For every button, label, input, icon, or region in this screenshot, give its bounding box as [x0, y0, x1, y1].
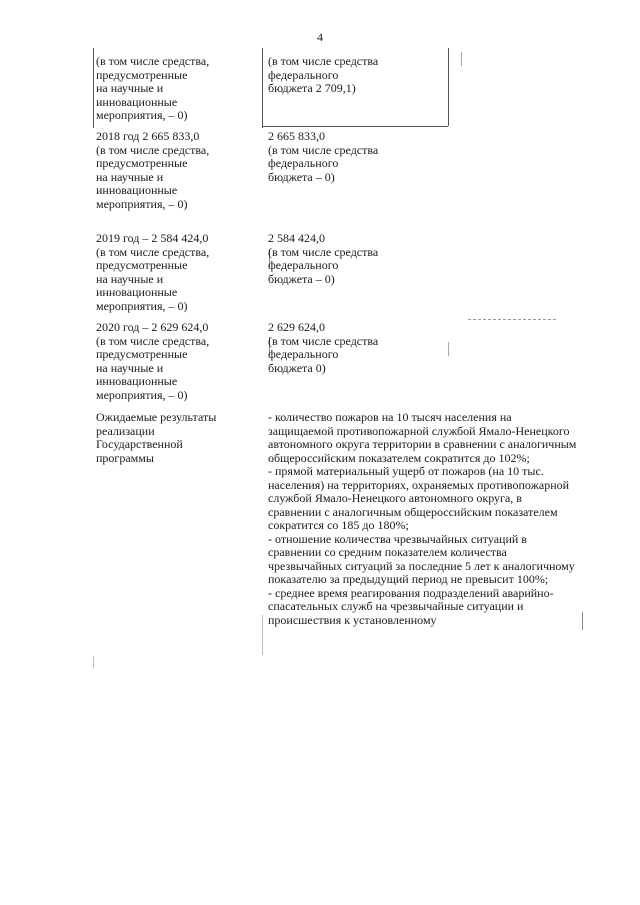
page-number: 4: [317, 30, 323, 44]
row-divider: [262, 126, 448, 127]
funding-note-left: (в том числе средства, предусмотренные на научные и инновационные мероприятия, – 0): [96, 54, 210, 122]
result-item: - прямой материальный ущерб от пожаров (на 10 тыс. населения) на территориях, охраняемых противопожарной службой Ямало-Ненецкого автономного округа, в сравнении с аналогичным общероссийским показателем сократится со 185 до 180%;: [268, 464, 570, 532]
funding-2019-right: 2 584 424,0 (в том числе средства федерального бюджета – 0): [268, 231, 379, 286]
expected-results-list: [268, 411, 578, 627]
scan-artifact-tick: [262, 615, 263, 655]
funding-2020-left: 2020 год – 2 629 624,0 (в том числе средства, предусмотренные на научные и инновационные мероприятия, – 0): [96, 320, 210, 402]
scan-artifact-line: [468, 319, 556, 320]
table-column-divider: [262, 48, 263, 128]
expected-results-label: Ожидаемые результаты реализации Государственной программы: [96, 410, 217, 465]
result-item: - отношение количества чрезвычайных ситуаций в сравнении со средним показателем количества чрезвычайных ситуаций за последние 5 лет к аналогичному показателю за предыдущий период не превысит 100%;: [268, 531, 575, 586]
funding-2018-right: 2 665 833,0 (в том числе средства федерального бюджета – 0): [268, 129, 379, 184]
table-left-border: [93, 48, 94, 128]
funding-2020-right: 2 629 624,0 (в том числе средства федерального бюджета 0): [268, 320, 379, 375]
result-item: - количество пожаров на 10 тысяч населения на защищаемой противопожарной службой Ямало-Ненецкого автономного округа территории в сравнении с аналогичным общероссийским показателем сократится до 102%;: [268, 410, 577, 465]
funding-2019-left: 2019 год – 2 584 424,0 (в том числе средства, предусмотренные на научные и инновационные мероприятия, – 0): [96, 231, 210, 313]
funding-2018-left: 2018 год 2 665 833,0 (в том числе средства, предусмотренные на научные и инновационные мероприятия, – 0): [96, 129, 210, 211]
scan-artifact-tick: [582, 612, 583, 630]
result-item: - среднее время реагирования подразделений аварийно-спасательных служб на чрезвычайные ситуации и происшествия к установленному: [268, 585, 554, 627]
scan-artifact-tick: [93, 656, 94, 668]
funding-note-right: (в том числе средства федерального бюджета 2 709,1): [268, 54, 379, 95]
